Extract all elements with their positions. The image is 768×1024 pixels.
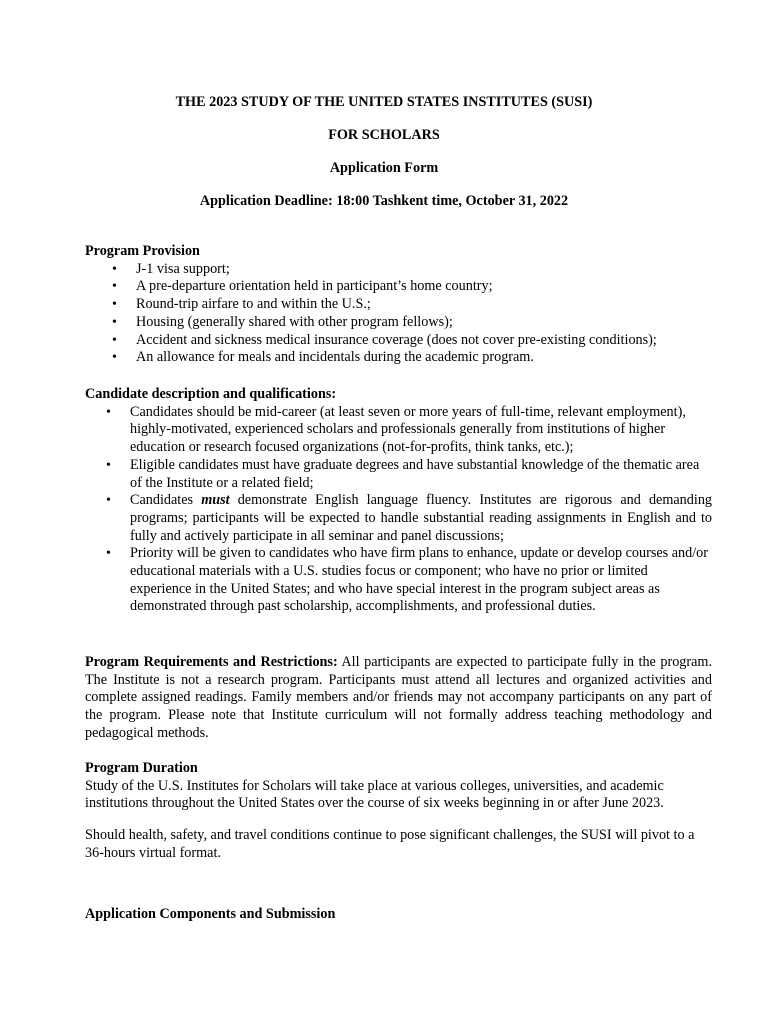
duration-section (85, 760, 712, 813)
qualifications-heading: Candidate description and qualifications: (85, 386, 337, 402)
document-title: THE 2023 STUDY OF THE UNITED STATES INSTITUTES (SUSI) (175, 94, 593, 110)
document-subtitle: FOR SCHOLARS (328, 127, 440, 143)
form-title: Application Form (329, 160, 439, 176)
list-item: • Housing (generally shared with other program fellows); (85, 314, 712, 332)
list-item: • J-1 visa support; (85, 261, 712, 279)
list-item: • An allowance for meals and incidentals during the academic program. (85, 349, 712, 367)
list-item (85, 492, 712, 545)
requirements-paragraph (85, 654, 712, 743)
application-heading: Application Components and Submission (85, 906, 336, 922)
duration-text: Study of the U.S. Institutes for Scholars will take place at various colleges, universities, and academic institutions throughout the United States over the course of six weeks beginning in or after June 2023. (85, 777, 664, 812)
duration-heading: Program Duration (85, 760, 198, 776)
item-text: demonstrate English language fluency. Institutes are rigorous and demanding programs; participants will be expected to handle substantial reading assignments in English and to fully and actively participate in all seminar and panel discussions; (130, 492, 713, 544)
program-provision-heading: Program Provision (85, 243, 200, 259)
list-item: • Round-trip airfare to and within the U.S.; (85, 296, 712, 314)
list-item: • Eligible candidates must have graduate degrees and have substantial knowledge of the thematic area of the Institute or a related field; (85, 457, 712, 492)
requirements-text: All participants are expected to participate fully in the program. The Institute is not a research program. Participants must attend all lectures and organized activities and complete assigned readings. Family members and/or friends may not accompany participants on any part of the program. Please note that Institute curriculum will not formally address teaching methodology and pedagogical methods. (85, 654, 712, 741)
qualifications-list (85, 404, 712, 616)
list-item: • Candidates should be mid-career (at least seven or more years of full-time, relevant employment), highly-motivated, experienced scholars and professionals generally from institutions of higher education or research focused organizations (not-for-profits, think tanks, etc.); (85, 404, 712, 457)
provision-list (85, 261, 712, 367)
virtual-format-text: Should health, safety, and travel conditions continue to pose significant challenges, the SUSI will pivot to a 36-hours virtual format. (85, 827, 695, 861)
emphasis-must: must (201, 492, 230, 509)
application-section (85, 906, 712, 924)
application-deadline: Application Deadline: 18:00 Tashkent time, October 31, 2022 (199, 193, 569, 209)
requirements-section (85, 654, 712, 743)
list-item: • Priority will be given to candidates who have firm plans to enhance, update or develop courses and/or educational materials with a U.S. studies focus or component; who have no prior or limited experience in the United States; and who have special interest in the program subject areas as demonstrated through past scholarship, accomplishments, and professional duties. (85, 545, 712, 616)
program-provision-section (85, 243, 712, 367)
requirements-heading: Program Requirements and Restrictions: (85, 654, 338, 670)
item-text: Candidates (130, 492, 202, 509)
virtual-format-section (85, 827, 712, 862)
list-item: • A pre-departure orientation held in participant’s home country; (85, 278, 712, 296)
list-item: • Accident and sickness medical insurance coverage (does not cover pre-existing conditions); (85, 332, 712, 350)
qualifications-section (85, 386, 712, 616)
